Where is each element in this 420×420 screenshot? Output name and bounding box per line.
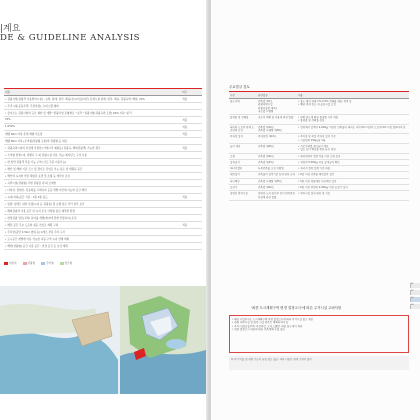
table-cell-content: 1,050% [4,124,168,131]
table-cell-content: • 주차장(중앙 3.5km 범위 등) 4개소 부분 주차 구성 [4,229,168,236]
table-cell-note [168,229,202,236]
regulation-header-category: 구분 [229,92,257,99]
table-row [4,215,202,222]
regulation-header-law: 관련법규 [257,92,297,99]
table-cell-note: 적용 [168,222,202,229]
regulation-cell-category: 승강기 [229,185,257,191]
table-cell-content: • 관광숙박시설의 특징에 부합한 (카테고리 제외등) 관광숙, 해외관광객) 가능한 경우 [4,145,168,152]
regulation-cell-law: 건축법 제42조 [257,153,297,159]
section-title-english: DE & GUIDELINE ANALYSIS [0,33,140,43]
table-cell-note [168,180,202,187]
side-index-tab[interactable]: 04 [410,304,420,309]
table-cell-note: 적용 [168,145,202,152]
table-row [4,173,202,180]
table-header-content: 내용 [4,89,168,96]
table-row [4,166,202,173]
regulation-cell-content: • 가로구역별 최고높이 제한 • 일조 등의 확보를 위한 높이 제한 [297,143,409,153]
table-cell-content: • 한일관광 업무(교차) 분야를 개발(취지에 맞게 부합하여) 조성 [4,215,168,222]
regulation-cell-content: • 주차장 및 부설 주차장 설치 기준 • 시설면적 150㎡당 1대 [297,134,409,144]
regulation-cell-content: • 6층 이상 연면적 2,000㎡ 이상 승강기 설치 [297,185,409,191]
table-cell-content: 레벨 60m 이하 휴게 레벨 미포함 [4,131,168,138]
table-row [4,208,202,215]
regulation-cell-category: 에너지절약 [229,166,257,172]
table-cell-note [168,110,202,117]
regulation-cell-content: • 에너지 절약 설계 기준 적용 [297,166,409,172]
regulation-cell-law: 건축법 제60조 [257,143,297,153]
regulation-cell-law: 장애인·노인·임산부 등의 편의증진 보장에 관한 법률 [258,192,295,199]
notice-line: • 주거시설(공동주택, 주상복합, 오피스텔)은 허용 용도에서 제외 [232,324,303,328]
regulation-cell-law: 건축물의 설비기준 등에 관한 규칙 [258,173,295,177]
site-aerial-map [0,286,206,394]
regulation-cell-content: • 대지면적의 일정 비율 이상 조경 설치 [297,153,409,159]
table-cell-content: • 수익형 업체 (예. 여행사 그 외 관광시설 사용 가능) 레지던스 구성 사용 [4,152,168,159]
table-row [4,138,202,145]
regulation-cell-category: 조경 [229,153,257,159]
regulation-row [229,115,409,125]
regulation-cell-content: • 용도 대지 전체 1%-3.5% 건폐율 적용, 면적 등 • 해당 면적 한도 내 공공시설 조성 [297,99,409,115]
regulation-cell-content: • 6층 이상 건축물 배연설비 설치 [297,172,409,178]
right-page [211,0,420,420]
legend-item: 업무형 [60,261,73,265]
regulation-cell-category: 공개공지 [229,159,257,165]
guideline-table [4,89,202,250]
side-index-tab[interactable]: 02 [410,290,420,295]
legend-item: 관광형 [23,261,36,265]
table-row [4,243,202,250]
table-cell-note [168,236,202,243]
table-cell-note [168,138,202,145]
regulation-cell-law: 건축법 제64조 [257,185,297,191]
table-row [4,159,202,166]
table-row [4,222,202,229]
side-index-tab[interactable]: 01 [410,283,420,288]
table-cell-content: • 들어오는 관광사업의 규모 제한 및 개발 "관광사업 유형별로 " 분리 "관광사업(관광숙박 포함) 60% 이하 "분리 [4,110,168,117]
table-row [4,236,202,243]
regulation-header-content: 내용 [297,92,409,99]
table-cell-note [168,243,202,250]
table-cell-content: • 녹지(지하)공간 기준 : 1층 2층 용도 [4,194,168,201]
regulation-cell-law: 건축법 제2조 관광숙박시설 관광진흥법 제3조 국토법 시행령 [257,99,297,115]
regulation-row [229,134,409,144]
regulation-cell-category: 높이 제한 [229,143,257,153]
table-cell-note: 적용 [168,117,202,124]
table-cell-note: 적용 [168,124,202,131]
table-cell-content: • 관광사업(관광객 이용편의시설) : 숙박, 판매, 위락, 체육(전시/의료/의무) 휴게시설 판매, 위락, 체육, 관광숙박, 해양, 20% [4,96,168,103]
table-row [4,180,202,187]
table-cell-note [168,215,202,222]
table-cell-content: 레벨 60m 이하 (주거형/관광형 포함)와 관광형 등 대응 [4,138,168,145]
table-cell-note [168,208,202,215]
regulation-cell-category: 대지와 도로의 관계 도로면적 요건 [229,124,257,134]
table-cell-content: • 한 일반 관광객 전용 가능 구역 (카트 주문 이용가능) [4,159,168,166]
notice-line: • 관광 숙박시설 및 관련 시설 위주로 계획하여야 함 [232,321,289,325]
regulation-cell-category: 주차장 설치 [229,134,257,144]
regulation-cell-category: 용적률 및 건폐율 [229,115,257,125]
table-row [4,117,202,124]
regulation-cell-law: 건축법 제44조 건축법 시행령 제28조 [257,124,297,134]
regulation-cell-law: 주차장법 제19조 [257,134,297,144]
table-row [4,96,202,103]
table-cell-content: • 주거시설(공동주택, 주상복합), 오피스텔 제외 [4,103,168,110]
regulation-cell-content: • 5층 이상 직통계단 피난계단 설치 [297,178,409,184]
render-sea [120,350,206,394]
section-title-korean: |계요 [0,24,21,34]
regulation-cell-content: • 연면적 5,000㎡ 이상 공개공지 확보 [297,159,409,165]
regulation-cell-law: 건축법 시행령 제35조 [257,178,297,184]
table-row [4,229,202,236]
table-cell-note: 적용 [168,194,202,201]
regulation-cell-category: 피난계단 [229,178,257,184]
table-cell-note [168,103,202,110]
table-cell-note: 적용 [168,96,202,103]
regulation-table [229,92,409,201]
notice-box [229,315,409,353]
map-legend [4,261,72,265]
regulation-cell-category: 배연설비 [229,172,257,178]
table-row [4,201,202,208]
regulation-cell-category: 장애인 편의시설 [229,191,257,201]
regulation-cell-law: 건축법 제43조 [257,159,297,165]
regulation-row [229,191,409,201]
table-cell-content: • 다양성, 경제성, 집중화를 고려하여 공공 개발 여건에 가능한 공간 배치 [4,187,168,194]
table-cell-content: • 숙박시설(관광형) 주변 관광용 내 외 트레일 [4,180,168,187]
table-cell-note [168,166,202,173]
table-row [4,131,202,138]
regulation-cell-law: 녹색건축물 조성 지원법 [257,166,297,172]
table-cell-note: 적용 [168,131,202,138]
render-pool [166,339,186,349]
table-cell-content: • 도시공간 개발에 이용 가능한 지원 구역 녹지 연계 계획 [4,236,168,243]
table-cell-content: • 해외관광객 이용 공간 내 녹지 조성 사계절 통로 쾌적한 환경 [4,208,168,215]
regulation-row [229,99,409,115]
table-row [4,103,202,110]
table-row [4,124,202,131]
regulation-row [229,143,409,153]
regulation-cell-category: 용도지역 [229,99,257,115]
table-cell-content: 70% [4,117,168,124]
notice-line: • 해당 사업부지는 도시계획구역 변경 결정고시에 따라 주거시설 용도 제한 [232,318,314,321]
table-cell-content: • 해양(관광형) 공간 이용 공간 : 연결 공간 등 조성 계획 [4,243,168,250]
notice-title: '최종 도시계획구역 변경 결정고시'에 따른 주거시설 고려사항 [251,306,342,310]
regulation-cell-content: • 관광 용도에 따른 용적률 기준 적용 • 용적률 및 건폐율 상한 [297,115,409,125]
side-index-tab[interactable]: 03 [410,297,420,302]
table-cell-note [168,173,202,180]
sea-area [0,332,118,394]
table-cell-content: • 해안의 녹지와 연관 체험존 표면 및 조형 등 캐릭터 조성 [4,173,168,180]
site-map-illustration [0,286,206,394]
table-cell-note [168,159,202,166]
table-cell-content: • 해안 및 해변 기존 코스 및 경사로 진입로 가능 통로 및 계획된 공간 [4,166,168,173]
left-page [0,0,209,420]
table-cell-note [168,152,202,159]
table-cell-note [168,201,202,208]
regulation-row [229,124,409,134]
notice-footnote: ※ 주거 비율 및 관광 기능의 균형 검토 필요, 세부 사항은 관계 기관과 협의 [229,356,409,370]
legend-item: 대상지 [4,261,17,265]
table-cell-content: • 해당 공간 주요 도로와 쉬운 진입로 계획 고려 [4,222,168,229]
table-cell-content: • 일방, 임벤트 대한 조경(녹지 등 관광용) 및 보행 통로 거리 일부 요건 [4,201,168,208]
table-cell-note [168,187,202,194]
regulation-cell-law: 국토의 계획 및 이용에 관한 법률 [257,115,297,125]
regulation-cell-content: • 편의시설 설치 대상 및 기준 [297,191,409,201]
table-row [4,152,202,159]
table-header-note: 비고 [168,89,202,96]
table-row [4,194,202,201]
notice-line: • 변경 결정고시 내용에 따른 건축계획 수립 필요 [232,328,285,332]
table-row [4,187,202,194]
table-row [4,145,202,152]
regulation-cell-content: • 연면적의 합계가 2,000㎡ 이상인 건축물의 대지는 너비 6m 이상의 도로에 4m 이상 접하여야 함 [297,124,409,134]
legend-item: 주거형 [41,261,54,265]
table-row [4,110,202,117]
regulation-section-title: 주요법규 검토 [229,85,250,89]
